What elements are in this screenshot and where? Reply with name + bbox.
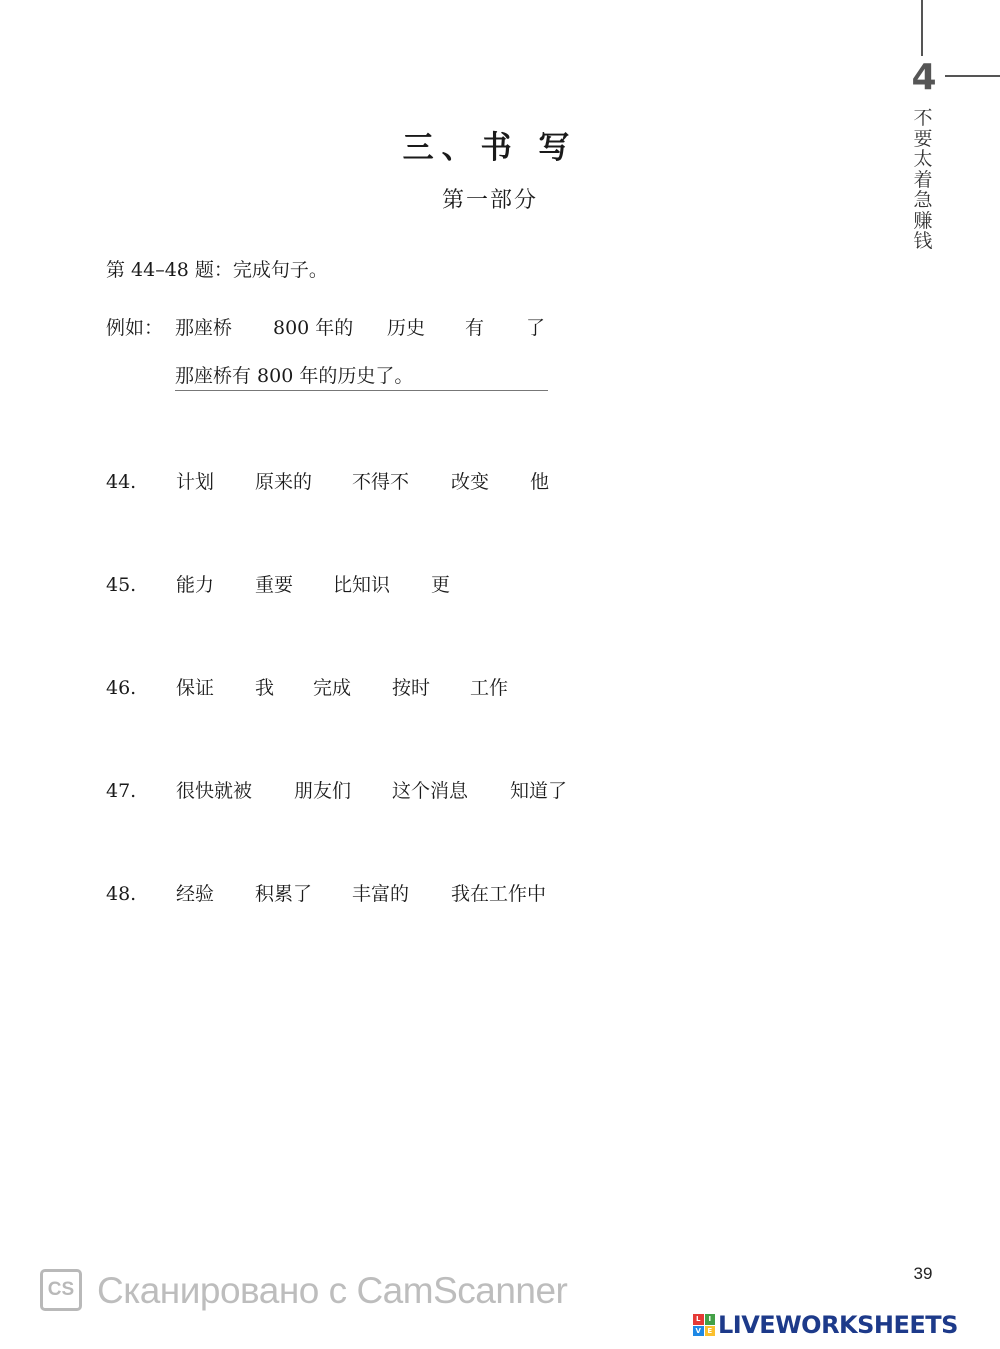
question-word: 保证 bbox=[176, 677, 215, 699]
example-word: 历史 bbox=[387, 317, 426, 339]
example-answer: 那座桥有 800 年的历史了。 bbox=[175, 365, 414, 387]
question-word: 更 bbox=[431, 574, 451, 596]
part-title: 第一部分 bbox=[441, 188, 538, 213]
instruction: 第 44–48 题：完成句子。 bbox=[106, 259, 328, 281]
example-word: 800 年的 bbox=[273, 317, 354, 339]
chapter-tab-horizontal-line bbox=[945, 75, 1000, 77]
question-word: 我 bbox=[255, 677, 275, 699]
liveworksheets-logo bbox=[693, 1308, 958, 1342]
liveworksheets-grid-cell: L bbox=[693, 1314, 704, 1325]
section-title: 三、书 写 bbox=[402, 130, 578, 166]
question-word: 我在工作中 bbox=[451, 883, 547, 905]
question-word: 经验 bbox=[176, 883, 215, 905]
question-word: 原来的 bbox=[255, 471, 313, 493]
question-word: 丰富的 bbox=[352, 883, 410, 905]
question-word: 改变 bbox=[451, 471, 490, 493]
liveworksheets-grid-cell: I bbox=[705, 1314, 716, 1325]
liveworksheets-grid-icon bbox=[693, 1314, 715, 1336]
question-word: 能力 bbox=[176, 574, 215, 596]
chapter-title-char: 要 bbox=[913, 127, 933, 150]
chapter-title-char: 太 bbox=[913, 148, 933, 170]
page-number: 39 bbox=[913, 1264, 933, 1283]
camscanner-logo-icon: CS bbox=[40, 1269, 82, 1311]
chapter-title-char: 着 bbox=[913, 168, 933, 191]
example-word: 那座桥 bbox=[175, 317, 233, 339]
question-word: 积累了 bbox=[255, 883, 313, 905]
liveworksheets-brand-text: LIVEWORKSHEETS bbox=[718, 1311, 958, 1339]
question-number: 45. bbox=[106, 574, 137, 596]
example-word: 有 bbox=[465, 317, 485, 339]
question-number: 46. bbox=[106, 677, 137, 699]
question-word: 很快就被 bbox=[176, 780, 253, 802]
example-word: 了 bbox=[526, 317, 546, 339]
question-word: 不得不 bbox=[352, 471, 410, 493]
liveworksheets-grid-cell: E bbox=[705, 1326, 716, 1337]
question-word: 比知识 bbox=[333, 574, 391, 596]
chapter-title-char: 不 bbox=[913, 107, 933, 129]
chapter-title-char: 赚 bbox=[913, 209, 933, 232]
example-label: 例如： bbox=[106, 317, 164, 339]
chapter-title-char: 钱 bbox=[913, 230, 933, 252]
camscanner-watermark-text: Сканировано с CamScanner bbox=[97, 1270, 568, 1311]
question-word: 工作 bbox=[470, 677, 509, 699]
question-word: 朋友们 bbox=[294, 780, 352, 802]
question-word: 重要 bbox=[255, 574, 294, 596]
question-word: 完成 bbox=[313, 677, 352, 699]
question-word: 按时 bbox=[392, 677, 431, 699]
question-number: 47. bbox=[106, 780, 137, 802]
liveworksheets-grid-cell: V bbox=[693, 1326, 704, 1337]
question-word: 他 bbox=[530, 471, 550, 493]
question-word: 知道了 bbox=[510, 780, 568, 802]
question-word: 这个消息 bbox=[392, 780, 469, 802]
chapter-tab-vertical-line bbox=[921, 0, 923, 56]
example-answer-line bbox=[175, 390, 548, 391]
chapter-title-char: 急 bbox=[913, 189, 933, 211]
question-word: 计划 bbox=[176, 471, 215, 493]
question-number: 44. bbox=[106, 471, 137, 493]
question-number: 48. bbox=[106, 883, 137, 905]
chapter-number: 4 bbox=[911, 57, 937, 98]
